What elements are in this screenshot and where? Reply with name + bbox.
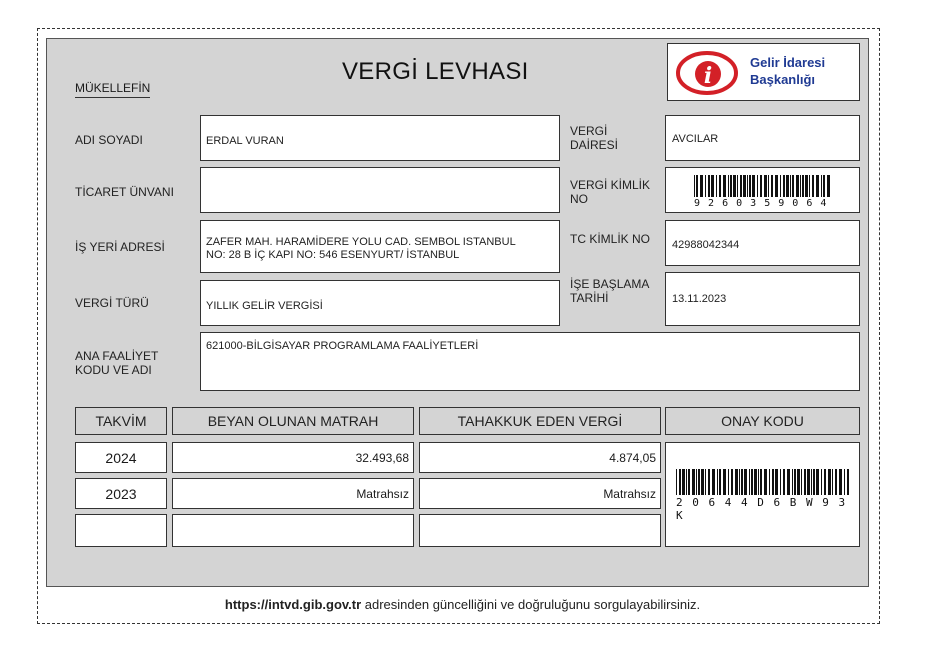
barcode-bar	[764, 175, 767, 197]
tc-kimlik-field	[665, 220, 860, 266]
barcode-bar	[701, 469, 704, 495]
barcode-bar	[775, 469, 778, 495]
vergi-dairesi-label-1: VERGİ	[570, 124, 608, 138]
barcode-bar	[708, 175, 710, 197]
barcode-bar	[696, 469, 697, 495]
table-row-3-matrah	[172, 514, 414, 547]
barcode-bar	[719, 175, 721, 197]
barcode-bar	[728, 175, 729, 197]
barcode-bar	[828, 469, 831, 495]
header-matrah: BEYAN OLUNAN MATRAH	[172, 407, 414, 435]
table-row-1-matrah: 32.493,68	[172, 442, 414, 473]
adi-soyadi-field	[200, 115, 560, 161]
barcode-bar	[694, 175, 695, 197]
barcode-bar	[737, 175, 738, 197]
barcode-bar	[780, 175, 781, 197]
barcode-bar	[792, 469, 793, 495]
barcode-bar	[751, 469, 753, 495]
barcode-bar	[839, 469, 842, 495]
table-row-2-matrah: Matrahsız	[172, 478, 414, 509]
barcode-bar	[717, 469, 718, 495]
vergi-turu-label: VERGİ TÜRÜ	[75, 296, 149, 310]
section-label: MÜKELLEFİN	[75, 81, 150, 98]
gib-logo-icon	[674, 48, 740, 96]
barcode-bar	[797, 469, 800, 495]
barcode-bar	[740, 175, 742, 197]
barcode-bar	[844, 469, 845, 495]
barcode-bar	[696, 175, 698, 197]
barcode-bar	[747, 175, 748, 197]
barcode-bar	[809, 175, 810, 197]
barcode-bar	[824, 469, 826, 495]
barcode-bar	[800, 175, 801, 197]
table-row-3-vergi	[419, 514, 661, 547]
barcode-bar	[807, 469, 810, 495]
table-row-1-vergi: 4.874,05	[419, 442, 661, 473]
barcode-bar	[733, 175, 736, 197]
is-yeri-adresi-line2: NO: 28 B İÇ KAPI NO: 546 ESENYURT/ İSTANBUL	[206, 249, 460, 261]
vergi-kimlik-label-1: VERGİ KİMLİK	[570, 178, 651, 192]
table-row-2-vergi: Matrahsız	[419, 478, 661, 509]
barcode-bar	[754, 469, 757, 495]
barcode-bar	[698, 469, 700, 495]
onay-kodu-barcode	[676, 469, 851, 495]
barcode-bar	[821, 175, 822, 197]
tc-kimlik-value: 42988042344	[672, 239, 740, 251]
adi-soyadi-value: ERDAL VURAN	[206, 135, 284, 147]
barcode-bar	[749, 469, 750, 495]
ise-baslama-field	[665, 272, 860, 326]
barcode-bar	[802, 175, 804, 197]
barcode-bar	[783, 175, 785, 197]
ana-faaliyet-label-1: ANA FAALİYET	[75, 349, 159, 363]
vergi-dairesi-value: AVCILAR	[672, 133, 719, 145]
footer-note	[0, 597, 925, 612]
barcode-bar	[760, 469, 762, 495]
barcode-bar	[771, 175, 773, 197]
table-row-2-takvim: 2023	[75, 478, 167, 509]
barcode-bar	[823, 175, 825, 197]
barcode-bar	[712, 469, 715, 495]
barcode-bar	[700, 175, 703, 197]
table-row-1-takvim: 2024	[75, 442, 167, 473]
logo-line2: Başkanlığı	[750, 72, 816, 87]
barcode-bar	[758, 469, 759, 495]
barcode-bar	[752, 175, 755, 197]
header-vergi: TAHAKKUK EDEN VERGİ	[419, 407, 661, 435]
vergi-dairesi-label-2: DAİRESİ	[570, 138, 619, 152]
is-yeri-adresi-field	[200, 220, 560, 273]
barcode-bar	[688, 469, 690, 495]
barcode-bar	[719, 469, 721, 495]
barcode-bar	[682, 469, 685, 495]
barcode-bar	[772, 469, 774, 495]
barcode-bar	[730, 175, 732, 197]
is-yeri-adresi-line1: ZAFER MAH. HARAMİDERE YOLU CAD. SEMBOL ISTANBUL	[206, 236, 516, 248]
barcode-bar	[711, 175, 714, 197]
barcode-bar	[705, 469, 706, 495]
onay-kodu-value: 2 0 6 4 4 D 6 B W 9 3 K	[676, 496, 847, 522]
barcode-bar	[812, 175, 814, 197]
barcode-bar	[735, 469, 738, 495]
barcode-bar	[786, 175, 789, 197]
vergi-turu-field	[200, 280, 560, 326]
barcode-bar	[792, 175, 794, 197]
header-takvim: TAKVİM	[75, 407, 167, 435]
ana-faaliyet-label-2: KODU VE ADI	[75, 363, 152, 377]
barcode-bar	[775, 175, 778, 197]
barcode-bar	[723, 175, 726, 197]
svg-text:i: i	[703, 63, 713, 89]
barcode-bar	[811, 469, 812, 495]
barcode-bar	[705, 175, 706, 197]
ticaret-unvani-label: TİCARET ÜNVANI	[75, 185, 174, 199]
barcode-bar	[739, 469, 740, 495]
header-onay-kodu: ONAY KODU	[665, 407, 860, 435]
vergi-kimlik-field	[665, 167, 860, 213]
vergi-turu-value: YILLIK GELİR VERGİSİ	[206, 300, 323, 312]
barcode-bar	[708, 469, 710, 495]
barcode-bar	[794, 469, 796, 495]
footer-text: adresinden güncelliğini ve doğruluğunu sorgulayabilirsiniz.	[361, 597, 701, 612]
barcode-bar	[728, 469, 729, 495]
barcode-bar	[676, 469, 677, 495]
vergi-kimlik-barcode	[694, 175, 834, 197]
table-row-3-takvim	[75, 514, 167, 547]
barcode-bar	[764, 469, 767, 495]
barcode-bar	[816, 175, 819, 197]
barcode-bar	[813, 469, 815, 495]
is-yeri-adresi-label: İŞ YERİ ADRESİ	[75, 240, 165, 254]
ana-faaliyet-field	[200, 332, 860, 391]
barcode-bar	[801, 469, 802, 495]
ana-faaliyet-value: 621000-BİLGİSAYAR PROGRAMLAMA FAALİYETLERİ	[206, 340, 479, 352]
barcode-bar	[768, 175, 769, 197]
page-title: VERGİ LEVHASI	[342, 58, 529, 85]
barcode-bar	[827, 175, 830, 197]
ticaret-unvani-field	[200, 167, 560, 213]
barcode-bar	[723, 469, 726, 495]
footer-url[interactable]: https://intvd.gib.gov.tr	[224, 597, 362, 612]
barcode-bar	[743, 175, 746, 197]
vergi-kimlik-value: 9 2 6 0 3 5 9 0 6 4	[694, 198, 828, 209]
barcode-bar	[790, 175, 791, 197]
barcode-bar	[760, 175, 762, 197]
barcode-bar	[816, 469, 819, 495]
gib-logo	[667, 43, 860, 101]
barcode-bar	[731, 469, 733, 495]
barcode-bar	[847, 469, 849, 495]
barcode-bar	[796, 175, 799, 197]
barcode-bar	[757, 175, 758, 197]
barcode-bar	[716, 175, 717, 197]
ise-baslama-value: 13.11.2023	[672, 293, 727, 305]
barcode-bar	[835, 469, 837, 495]
logo-line1: Gelir İdaresi	[750, 55, 826, 70]
barcode-bar	[821, 469, 822, 495]
barcode-bar	[679, 469, 681, 495]
ise-baslama-label-1: İŞE BAŞLAMA	[570, 277, 650, 291]
ise-baslama-label-2: TARİHİ	[570, 291, 609, 305]
tc-kimlik-label: TC KİMLİK NO	[570, 232, 651, 246]
barcode-bar	[783, 469, 785, 495]
barcode-bar	[804, 469, 806, 495]
vergi-dairesi-field	[665, 115, 860, 161]
barcode-bar	[805, 175, 808, 197]
vergi-kimlik-label-2: NO	[570, 192, 588, 206]
barcode-bar	[832, 469, 833, 495]
barcode-bar	[749, 175, 751, 197]
onay-kodu-field	[665, 442, 860, 547]
barcode-bar	[744, 469, 747, 495]
adi-soyadi-label: ADI SOYADI	[75, 133, 143, 147]
barcode-bar	[741, 469, 743, 495]
barcode-bar	[686, 469, 687, 495]
barcode-bar	[769, 469, 770, 495]
barcode-bar	[787, 469, 790, 495]
barcode-bar	[780, 469, 781, 495]
barcode-bar	[692, 469, 695, 495]
